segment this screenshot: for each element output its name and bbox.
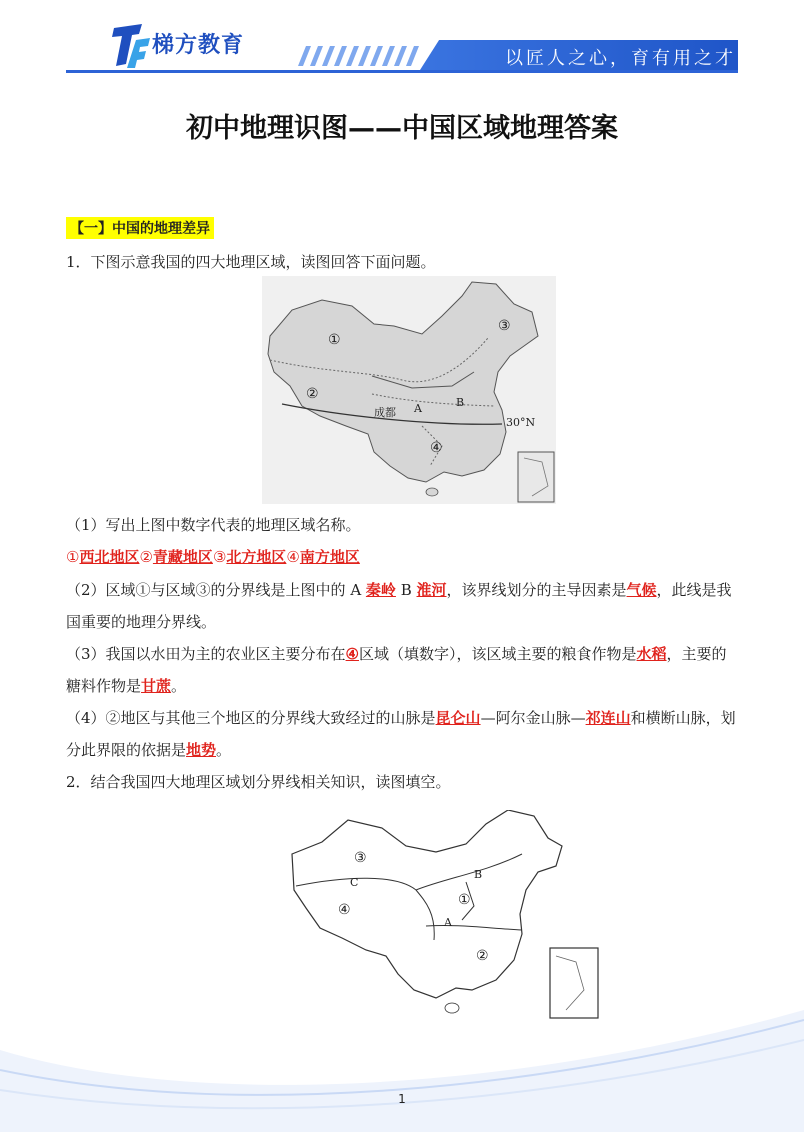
map2-label-C: C [350,876,359,889]
map1-label-region-2: ② [306,386,319,402]
q1p4-answer-mountain-1: 昆仑山 [435,709,481,727]
q1p2-text-1: （2）区域①与区域③的分界线是上图中的 A [66,581,366,599]
brand-name: 梯方教育 [152,33,245,58]
map1-label-B: B [456,396,465,409]
answer-region-2: 青藏地区 [152,548,213,566]
answer-num-4: ④ [286,548,300,566]
map2-label-A: A [444,916,452,929]
q1p3-text-2: 区域（填数字），该区域主要的粮食作物是 [359,645,637,663]
q1p4-text-1: （4）②地区与其他三个地区的分界线大致经过的山脉是 [66,709,436,727]
q1p3-text-3: ，主要的糖料作物是 [66,645,727,695]
question-1-part-3 [66,638,738,702]
page-title: 初中地理识图——中国区域地理答案 [186,113,618,144]
q1p4-answer-basis: 地势 [186,741,217,759]
question-1-part-1-answer [66,541,738,573]
question-1-part-2 [66,574,738,638]
map2-label-B: B [474,868,483,881]
q1p3-text-1: （3）我国以水田为主的农业区主要分布在 [66,645,346,663]
page-number: 1 [398,1092,406,1106]
map1-label-A: A [414,402,422,415]
map2-label-region-4: ④ [338,902,351,918]
q1p3-answer-sugar: 甘蔗 [141,677,172,695]
q1p2-text-2: B [395,581,417,599]
map1-label-region-3: ③ [498,318,511,334]
q1p2-answer-B: 淮河 [416,581,447,599]
decorative-stripes [298,46,428,66]
answer-num-3: ③ [212,548,227,566]
answer-num-1: ① [66,548,80,566]
q1p3-answer-grain: 水稻 [636,645,667,663]
page-header [0,0,804,90]
q1p4-answer-mountain-2: 祁连山 [585,709,631,727]
map1-label-latitude: 30°N [506,416,536,429]
map1-label-region-4: ④ [430,440,443,456]
header-divider [66,70,738,73]
q1p3-text-4: 。 [171,677,187,695]
answer-region-3: 北方地区 [226,548,287,566]
map2-label-region-1: ① [458,892,471,908]
china-regions-map-1 [262,276,556,504]
q1p2-answer-A: 秦岭 [365,581,396,599]
q1p2-answer-factor: 气候 [626,581,657,599]
q1p3-answer-region: ④ [345,645,359,663]
answer-num-2: ② [139,548,153,566]
map2-label-region-3: ③ [354,850,367,866]
slogan-text: 以匠人之心，育有用之才 [505,48,736,69]
question-2-stem: 2．结合我国四大地理区域划分界线相关知识，读图填空。 [66,773,451,791]
q1p4-text-3: 和横断山脉，划分此界限的依据是 [66,709,736,759]
map2-label-region-2: ② [476,948,489,964]
q1p2-text-4: ，此线是我国重要的地理分界线。 [66,581,732,631]
question-1-stem: 1．下图示意我国的四大地理区域，读图回答下面问题。 [66,253,436,271]
q1p4-text-4: 。 [216,741,232,759]
map1-label-chengdu: 成都 [374,406,396,419]
answer-region-1: 西北地区 [79,548,140,566]
brand-logo [112,22,252,68]
answer-region-4: 南方地区 [299,548,360,566]
q1p2-text-3: ，该界线划分的主导因素是 [446,581,627,599]
brand-logo-icon [112,22,152,68]
q1p4-text-2: —阿尔金山脉— [480,709,586,727]
section-heading: 【一】中国的地理差异 [66,217,214,239]
question-1-part-1: （1）写出上图中数字代表的地理区域名称。 [66,516,361,534]
question-1-part-4 [66,702,738,766]
map1-label-region-1: ① [328,332,341,348]
